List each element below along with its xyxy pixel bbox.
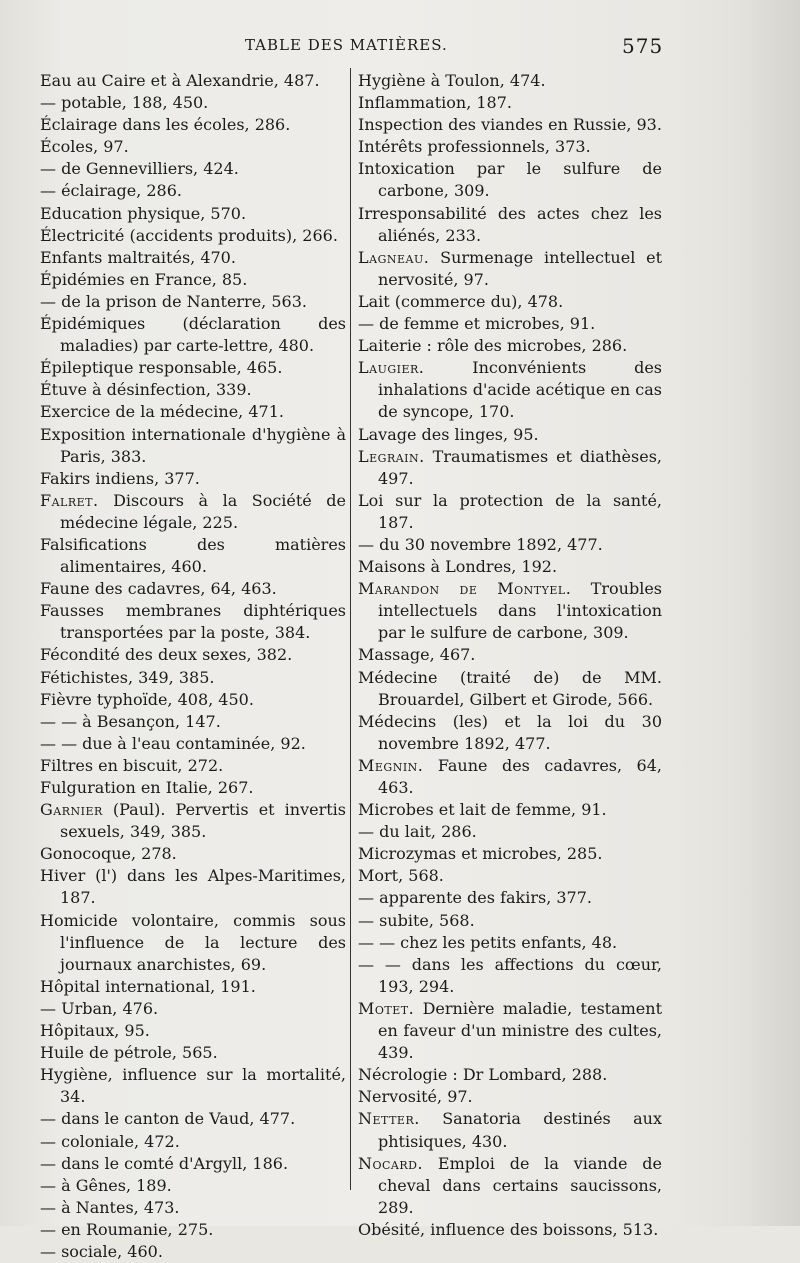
entry-text: Fakirs indiens, 377. xyxy=(40,468,200,488)
index-entry xyxy=(358,70,662,92)
entry-text: — de Gennevilliers, 424. xyxy=(40,159,239,179)
index-entry xyxy=(358,534,662,556)
entry-text: Microbes et lait de femme, 91. xyxy=(358,800,607,820)
entry-text: Inflammation, 187. xyxy=(358,93,512,113)
index-entry xyxy=(40,733,346,755)
entry-text: Mort, 568. xyxy=(358,866,444,886)
entry-author: Netter. xyxy=(358,1109,420,1129)
index-column-right xyxy=(358,70,662,1241)
index-entry xyxy=(40,1219,346,1241)
index-entry xyxy=(40,777,346,799)
index-entry xyxy=(40,70,346,92)
entry-text: Massage, 467. xyxy=(358,645,476,665)
entry-text: Médecins (les) et la loi du 30 novembre 1892, 477. xyxy=(358,711,662,753)
entry-text: Intérêts professionnels, 373. xyxy=(358,137,591,157)
entry-text: Fièvre typhoïde, 408, 450. xyxy=(40,689,254,709)
index-entry xyxy=(358,92,662,114)
index-entry xyxy=(358,335,662,357)
index-entry xyxy=(40,269,346,291)
index-entry xyxy=(40,1175,346,1197)
index-entry xyxy=(40,865,346,909)
entry-text: Dernière maladie, testament en faveur d'un ministre des cultes, 439. xyxy=(378,998,662,1063)
entry-text: Enfants maltraités, 470. xyxy=(40,247,236,267)
entry-text: Education physique, 570. xyxy=(40,203,247,223)
entry-text: Huile de pétrole, 565. xyxy=(40,1043,218,1063)
entry-text: Exposition internationale d'hygiène à Paris, 383. xyxy=(40,424,346,466)
index-entry xyxy=(358,556,662,578)
index-entry xyxy=(358,755,662,799)
index-entry xyxy=(358,667,662,711)
entry-text: — Urban, 476. xyxy=(40,998,159,1018)
entry-text: Éclairage dans les écoles, 286. xyxy=(40,115,291,135)
index-entry xyxy=(40,379,346,401)
entry-author: Megnin. xyxy=(358,755,424,775)
index-entry xyxy=(40,401,346,423)
index-entry xyxy=(40,1153,346,1175)
index-entry xyxy=(40,1042,346,1064)
entry-text: Hôpital international, 191. xyxy=(40,976,256,996)
entry-text: Médecine (traité de) de MM. Brouardel, Gilbert et Girode, 566. xyxy=(358,667,662,709)
entry-text: Loi sur la protection de la santé, 187. xyxy=(358,490,662,532)
index-entry xyxy=(40,468,346,490)
entry-text: Intoxication par le sulfure de carbone, 309. xyxy=(358,159,662,201)
entry-text: Lait (commerce du), 478. xyxy=(358,291,564,311)
column-divider xyxy=(350,68,351,1190)
entry-author: Laugier. xyxy=(358,358,425,378)
entry-text: Inspection des viandes en Russie, 93. xyxy=(358,115,662,135)
index-entry xyxy=(358,114,662,136)
entry-text: Faune des cadavres, 64, 463. xyxy=(378,755,662,797)
entry-text: Épileptique responsable, 465. xyxy=(40,358,283,378)
index-entry xyxy=(358,932,662,954)
entry-text: Faune des cadavres, 64, 463. xyxy=(40,579,277,599)
entry-text: Gonocoque, 278. xyxy=(40,844,177,864)
index-entry xyxy=(358,136,662,158)
running-title: TABLE DES MATIÈRES. xyxy=(245,36,448,54)
index-entry xyxy=(358,1086,662,1108)
index-entry xyxy=(358,1108,662,1152)
index-entry xyxy=(358,490,662,534)
index-entry xyxy=(358,865,662,887)
entry-text: — du lait, 286. xyxy=(358,822,477,842)
entry-author: Nocard. xyxy=(358,1153,424,1173)
entry-text: — à Nantes, 473. xyxy=(40,1197,180,1217)
entry-text: Microzymas et microbes, 285. xyxy=(358,844,603,864)
index-entry xyxy=(40,247,346,269)
entry-text: Hôpitaux, 95. xyxy=(40,1021,150,1041)
entry-text: Obésité, influence des boissons, 513. xyxy=(358,1219,659,1239)
index-entry xyxy=(40,158,346,180)
index-entry xyxy=(358,887,662,909)
entry-text: — sociale, 460. xyxy=(40,1241,163,1261)
entry-text: Fécondité des deux sexes, 382. xyxy=(40,645,293,665)
index-entry xyxy=(40,1064,346,1108)
index-entry xyxy=(358,821,662,843)
index-entry xyxy=(40,843,346,865)
entry-text: — dans le canton de Vaud, 477. xyxy=(40,1109,296,1129)
index-entry xyxy=(358,799,662,821)
page-edge-shadow xyxy=(672,0,800,1226)
entry-text: — subite, 568. xyxy=(358,910,475,930)
entry-text: Étuve à désinfection, 339. xyxy=(40,380,252,400)
index-column-left xyxy=(40,70,346,1263)
entry-text: Discours à la Société de médecine légale, 225. xyxy=(60,490,346,532)
entry-text: Sanatoria destinés aux phtisiques, 430. xyxy=(378,1109,662,1151)
index-entry xyxy=(358,313,662,335)
entry-text: — — dans les affections du cœur, 193, 294. xyxy=(358,954,662,996)
index-entry xyxy=(358,1219,662,1241)
index-entry xyxy=(40,114,346,136)
entry-author: Falret. xyxy=(40,490,99,510)
entry-text: Écoles, 97. xyxy=(40,137,129,157)
entry-author: Marandon de Montyel. xyxy=(358,579,572,599)
index-entry xyxy=(40,313,346,357)
entry-text: Homicide volontaire, commis sous l'influence de la lecture des journaux anarchistes, 69. xyxy=(40,910,346,974)
index-entry xyxy=(40,357,346,379)
entry-text: Épidémiques (déclaration des maladies) par carte-lettre, 480. xyxy=(40,314,346,356)
index-entry xyxy=(40,1108,346,1130)
index-entry xyxy=(40,92,346,114)
index-entry xyxy=(40,1197,346,1219)
index-entry xyxy=(40,180,346,202)
entry-text: — apparente des fakirs, 377. xyxy=(358,888,592,908)
entry-text: Laiterie : rôle des microbes, 286. xyxy=(358,336,628,356)
entry-text: Hygiène à Toulon, 474. xyxy=(358,71,546,90)
index-entry xyxy=(358,357,662,423)
index-entry xyxy=(40,998,346,1020)
index-entry xyxy=(358,446,662,490)
index-entry xyxy=(40,490,346,534)
index-entry xyxy=(40,667,346,689)
index-entry xyxy=(40,1131,346,1153)
entry-text: — de la prison de Nanterre, 563. xyxy=(40,291,307,311)
index-entry xyxy=(40,291,346,313)
index-entry xyxy=(40,600,346,644)
index-entry xyxy=(40,1020,346,1042)
index-entry xyxy=(40,424,346,468)
entry-author: Motet. xyxy=(358,998,415,1018)
index-entry xyxy=(40,534,346,578)
entry-text: — — due à l'eau contaminée, 92. xyxy=(40,733,306,753)
entry-text: — éclairage, 286. xyxy=(40,181,182,201)
entry-text: Fétichistes, 349, 385. xyxy=(40,667,215,687)
index-entry xyxy=(40,136,346,158)
index-entry xyxy=(358,1153,662,1219)
entry-text: Fausses membranes diphtériques transportées par la poste, 384. xyxy=(40,601,346,643)
index-entry xyxy=(358,910,662,932)
index-entry xyxy=(358,158,662,202)
entry-text: Épidémies en France, 85. xyxy=(40,269,248,289)
index-entry xyxy=(358,954,662,998)
index-entry xyxy=(358,711,662,755)
entry-text: Emploi de la viande de cheval dans certains saucissons, 289. xyxy=(378,1153,662,1217)
index-entry xyxy=(40,1241,346,1263)
entry-text: (Paul). Pervertis et invertis sexuels, 349, 385. xyxy=(60,800,346,842)
index-entry xyxy=(40,578,346,600)
entry-text: Irresponsabilité des actes chez les aliénés, 233. xyxy=(358,203,662,245)
index-entry xyxy=(358,644,662,666)
entry-text: Électricité (accidents produits), 266. xyxy=(40,225,338,245)
entry-text: Hygiène, influence sur la mortalité, 34. xyxy=(40,1065,346,1107)
entry-text: — dans le comté d'Argyll, 186. xyxy=(40,1153,289,1173)
entry-author: Garnier xyxy=(40,800,103,820)
index-entry xyxy=(358,291,662,313)
entry-text: Maisons à Londres, 192. xyxy=(358,557,558,577)
entry-text: — coloniale, 472. xyxy=(40,1131,180,1151)
index-entry xyxy=(358,998,662,1064)
entry-text: — du 30 novembre 1892, 477. xyxy=(358,534,603,554)
index-entry xyxy=(40,755,346,777)
entry-text: — à Gênes, 189. xyxy=(40,1175,172,1195)
entry-text: Exercice de la médecine, 471. xyxy=(40,402,284,422)
index-entry xyxy=(40,711,346,733)
index-entry xyxy=(358,1064,662,1086)
entry-text: Troubles intellectuels dans l'intoxication par le sulfure de carbone, 309. xyxy=(378,579,662,643)
entry-text: Fulguration en Italie, 267. xyxy=(40,778,254,797)
index-entry xyxy=(40,976,346,998)
index-entry xyxy=(40,689,346,711)
index-entry xyxy=(358,843,662,865)
entry-text: Lavage des linges, 95. xyxy=(358,424,539,444)
index-entry xyxy=(40,799,346,843)
page-number: 575 xyxy=(622,34,664,58)
entry-text: — en Roumanie, 275. xyxy=(40,1219,214,1239)
entry-text: — de femme et microbes, 91. xyxy=(358,314,596,334)
index-entry xyxy=(358,203,662,247)
entry-author: Legrain. xyxy=(358,446,425,466)
index-entry xyxy=(40,225,346,247)
entry-text: Hiver (l') dans les Alpes-Maritimes, 187. xyxy=(40,866,346,908)
entry-text: Falsifications des matières alimentaires, 460. xyxy=(40,534,346,577)
index-entry xyxy=(358,578,662,644)
index-entry xyxy=(358,247,662,291)
entry-text: — — chez les petits enfants, 48. xyxy=(358,932,618,952)
entry-text: — — à Besançon, 147. xyxy=(40,711,221,731)
index-entry xyxy=(40,910,346,976)
index-entry xyxy=(40,203,346,225)
entry-text: — potable, 188, 450. xyxy=(40,93,209,113)
entry-text: Filtres en biscuit, 272. xyxy=(40,755,224,775)
entry-text: Nervosité, 97. xyxy=(358,1087,473,1107)
entry-text: Eau au Caire et à Alexandrie, 487. xyxy=(40,71,320,90)
entry-text: Nécrologie : Dr Lombard, 288. xyxy=(358,1065,608,1085)
index-entry xyxy=(40,644,346,666)
entry-text: Traumatismes et diathèses, 497. xyxy=(378,446,662,488)
entry-author: Lagneau. xyxy=(358,247,430,267)
entry-text: Inconvénients des inhalations d'acide acétique en cas de syncope, 170. xyxy=(378,358,662,422)
index-entry xyxy=(358,424,662,446)
entry-text: Surmenage intellectuel et nervosité, 97. xyxy=(378,247,662,289)
